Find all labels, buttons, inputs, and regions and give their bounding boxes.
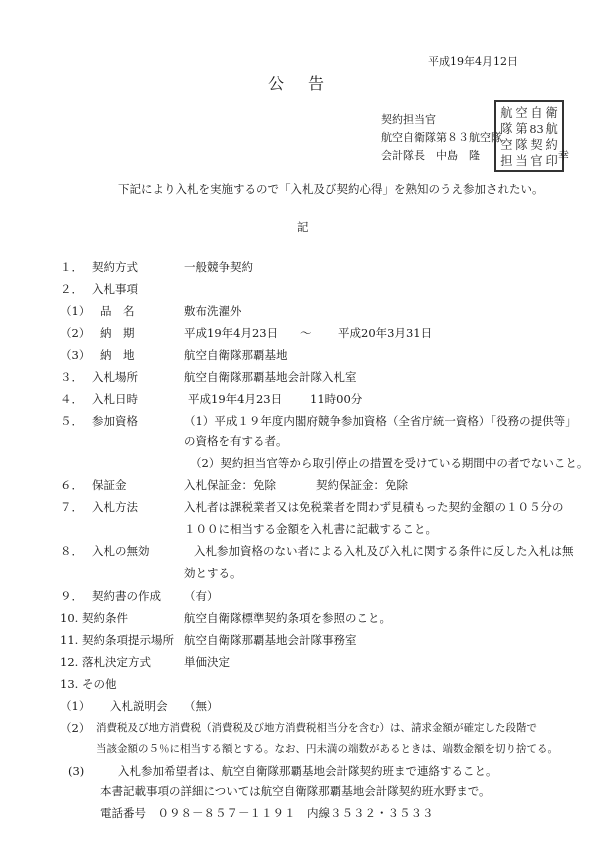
notice-title: [268, 76, 324, 92]
item-2-2-tilde: ～: [300, 326, 312, 340]
item-7-label: 入札方法: [92, 500, 138, 514]
item-4-num: ４．: [60, 392, 83, 406]
item-10-label: 契約条件: [82, 611, 128, 625]
item-2-num: ２．: [60, 282, 83, 296]
item-2-2-value-end: 平成20年3月31日: [338, 326, 433, 340]
item-5-num: ５．: [60, 414, 83, 428]
item-13-2-line-1: 消費税及び地方消費税（消費税及び地方消費税相当分を含む）は、請求金額が確定した段階で: [96, 722, 537, 734]
item-6-value-bid: 入札保証金：免除: [184, 478, 276, 492]
seal-char: 第: [515, 122, 528, 137]
seal-char: 隊: [515, 138, 528, 153]
title-char-1: 公: [268, 74, 285, 93]
item-12-value: 単価決定: [184, 655, 230, 669]
item-11-value: 航空自衛隊那覇基地会計隊事務室: [184, 633, 357, 647]
item-13-1-value: （無）: [184, 699, 219, 713]
seal-char: 印: [545, 154, 558, 169]
issuer-name: 会計隊長 中島 隆: [381, 149, 480, 162]
seal-char: 当: [515, 154, 528, 169]
item-13-2-line-2: 当該金額の５％に相当する額とする。なお、円未満の端数があるときは、端数金額を切り捨てる。: [96, 743, 558, 755]
item-13-3-line-2: 本書記載事項の詳細については航空自衛隊那覇基地会計隊契約班水野まで。: [100, 784, 491, 798]
seal-char: 担: [500, 154, 513, 169]
item-13-1-label: 入札説明会: [110, 699, 168, 713]
item-5-line-1: （1）平成１９年度内閣府競争参加資格（全省庁統一資格）「役務の提供等」: [184, 414, 577, 428]
item-6-label: 保証金: [92, 478, 127, 492]
seal-char: 衛: [545, 106, 558, 121]
item-13-num: 13.: [60, 677, 79, 691]
seal-char: 83: [529, 123, 544, 137]
item-13-1-num: （1）: [60, 699, 91, 713]
item-11-label: 契約条項提示場所: [82, 633, 174, 647]
item-10-num: 10.: [60, 611, 79, 625]
item-2-1-value: 敷布洗濯外: [184, 304, 242, 318]
seal-char: 隊: [500, 122, 513, 137]
item-13-3-num: (3): [68, 764, 85, 778]
intro-text: 下記により入札を実施するので「入札及び契約心得」を熟知のうえ参加されたい。: [118, 182, 544, 196]
item-6-num: ６．: [60, 478, 83, 492]
item-4-value-date: 平成19年4月23日: [188, 392, 283, 406]
item-2-1-num: （1）: [60, 304, 91, 318]
item-1-label: 契約方式: [92, 260, 138, 274]
item-5-line-3: （2）契約担当官等から取引停止の措置を受けている期間中の者でないこと。: [190, 456, 589, 470]
item-6-value-contract: 契約保証金：免除: [316, 478, 408, 492]
item-13-2-num: （2）: [60, 721, 91, 735]
item-1-value: 一般競争契約: [184, 260, 253, 274]
item-13-label: その他: [82, 677, 117, 691]
item-9-value: （有）: [184, 589, 219, 603]
seal-char: 契: [530, 138, 543, 153]
item-2-3-value: 航空自衛隊那覇基地: [184, 348, 288, 362]
ki-heading: 記: [297, 220, 309, 234]
official-seal: [494, 100, 564, 172]
item-3-num: ３．: [60, 370, 83, 384]
issuer-unit: 航空自衛隊第８３航空隊: [381, 131, 502, 144]
item-9-num: ９．: [60, 589, 83, 603]
seal-char: 約: [545, 138, 558, 153]
item-2-2-label: 納 期: [100, 326, 135, 340]
seal-char: 航: [500, 106, 513, 121]
seal-char: 空: [500, 138, 513, 153]
item-10-value: 航空自衛隊標準契約条項を参照のこと。: [184, 611, 391, 625]
item-7-num: ７．: [60, 500, 83, 514]
item-2-3-label: 納 地: [100, 348, 135, 362]
item-2-label: 入札事項: [92, 282, 138, 296]
item-8-line-1: 入札参加資格のない者による入札及び入札に関する条件に反した入札は無: [194, 544, 574, 558]
seal-char: 官: [530, 154, 543, 169]
item-8-label: 入札の無効: [92, 544, 150, 558]
item-1-num: １．: [60, 260, 83, 274]
item-11-num: 11.: [60, 633, 79, 647]
item-12-num: 12.: [60, 655, 79, 669]
item-2-2-num: （2）: [60, 326, 91, 340]
title-char-2: 告: [308, 74, 325, 93]
item-5-label: 参加資格: [92, 414, 138, 428]
item-9-label: 契約書の作成: [92, 589, 161, 603]
item-3-value: 航空自衛隊那覇基地会計隊入札室: [184, 370, 357, 384]
item-5-line-2: の資格を有する者。: [184, 434, 288, 448]
seal-char: 航: [545, 122, 558, 137]
item-7-line-2: １００に相当する金額を入札書に記載すること。: [184, 522, 437, 536]
item-2-3-num: （3）: [60, 348, 91, 362]
item-2-2-value-start: 平成19年4月23日: [184, 326, 279, 340]
item-13-3-line-1: 入札参加希望者は、航空自衛隊那覇基地会計隊契約班まで連絡すること。: [118, 764, 498, 778]
item-4-label: 入札日時: [92, 392, 138, 406]
item-8-line-2: 効とする。: [184, 566, 242, 580]
notice-date: 平成19年4月12日: [428, 55, 518, 68]
seal-char: 空: [515, 106, 528, 121]
item-3-label: 入札場所: [92, 370, 138, 384]
item-8-num: ８．: [60, 544, 83, 558]
item-13-3-line-3: 電話番号 ０９８－８５７－１１９１ 内線３５３２・３５３３: [100, 806, 434, 820]
issuer-name-trail: 幸: [558, 149, 569, 162]
item-2-1-label: 品 名: [100, 304, 135, 318]
item-4-value-time: 11時00分: [310, 392, 363, 406]
seal-graphic: [496, 102, 562, 170]
seal-char: 自: [530, 106, 543, 121]
item-12-label: 落札決定方式: [82, 655, 151, 669]
item-7-line-1: 入札者は課税業者又は免税業者を問わず見積もった契約金額の１０５分の: [184, 500, 564, 514]
issuer-title: 契約担当官: [381, 113, 436, 126]
